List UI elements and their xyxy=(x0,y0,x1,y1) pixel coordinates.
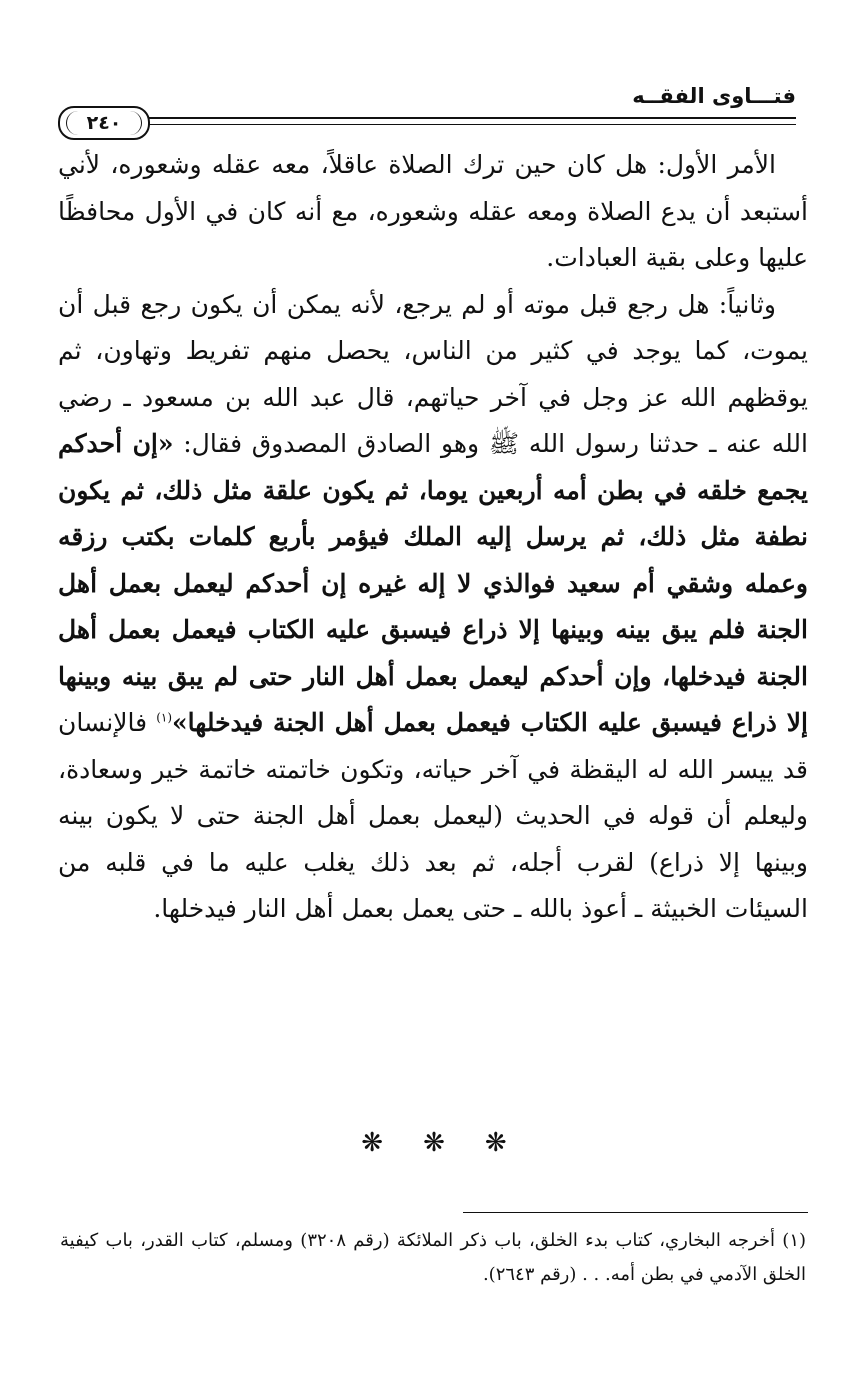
body-text xyxy=(58,142,808,933)
footnote-reference[interactable]: (١) xyxy=(156,710,173,725)
separator-star-icon: ❋ xyxy=(361,1128,384,1158)
paragraph-first-matter: الأمر الأول: هل كان حين ترك الصلاة عاقلاً، معه عقله وشعوره، لأني أستبعد أن يدع الصلاة ومعه عقله وشعوره، مع أنه كان في الأول محافظًا عليها وعلى بقية العبادات. xyxy=(58,150,808,272)
section-separator xyxy=(0,1128,868,1158)
page-number-text: ٢٤٠ xyxy=(86,112,122,134)
separator-star-icon: ❋ xyxy=(423,1128,445,1158)
running-title: فتـــاوى الفقــه xyxy=(632,84,796,108)
paragraph-continuation: فالإنسان قد ييسر الله له اليقظة في آخر حياته، وتكون خاتمته خاتمة خير وسعادة، وليعلم أن قوله في الحديث (ليعمل بعمل أهل الجنة حتى لا يكون بينه وبينها إلا ذراع) لقرب أجله، ثم بعد ذلك يغلب عليه ما في قلبه من السيئات الخبيثة ـ أعوذ بالله ـ حتى يعمل بعمل أهل النار فيدخلها. xyxy=(58,708,808,923)
footnote: (١) أخرجه البخاري، كتاب بدء الخلق، باب ذكر الملائكة (رقم ٣٢٠٨) ومسلم، كتاب القدر، باب كيفية الخلق الآدمي في بطن أمه. . . (رقم ٢٦٤٣). xyxy=(60,1230,807,1285)
paragraph-second-matter xyxy=(58,282,808,933)
page-number xyxy=(58,106,150,140)
separator-star-icon: ❋ xyxy=(484,1128,507,1158)
header-rule xyxy=(148,117,796,125)
hadith-quote: «إن أحدكم يجمع خلقه في بطن أمه أربعين يوما، ثم يكون علقة مثل ذلك، ثم يكون نطفة مثل ذلك، ثم يرسل إليه الملك فيؤمر بأربع كلمات بكتب رزقه وعمله وشقي أم سعيد فوالذي لا إله غيره إن أحدكم ليعمل بعمل أهل الجنة فلم يبق بينه وبينها إلا ذراع فيسبق عليه الكتاب فيعمل بعمل أهل الجنة فيدخلها، وإن أحدكم ليعمل بعمل أهل النار حتى لم يبق بينه وبينها إلا ذراع فيسبق عليه الكتاب فيعمل بعمل أهل الجنة فيدخلها» xyxy=(58,429,809,737)
paragraph-intro: وثانياً: هل رجع قبل موته أو لم يرجع، لأنه يمكن أن يكون رجع قبل أن يموت، كما يوجد في كثير من الناس، يحصل منهم تفريط وتهاون، ثم يوقظهم الله عز وجل في آخر حياتهم، قال عبد الله بن مسعود ـ رضي الله عنه ـ حدثنا رسول الله ﷺ وهو الصادق المصدوق فقال: xyxy=(58,289,808,458)
footnote-rule xyxy=(463,1212,808,1213)
